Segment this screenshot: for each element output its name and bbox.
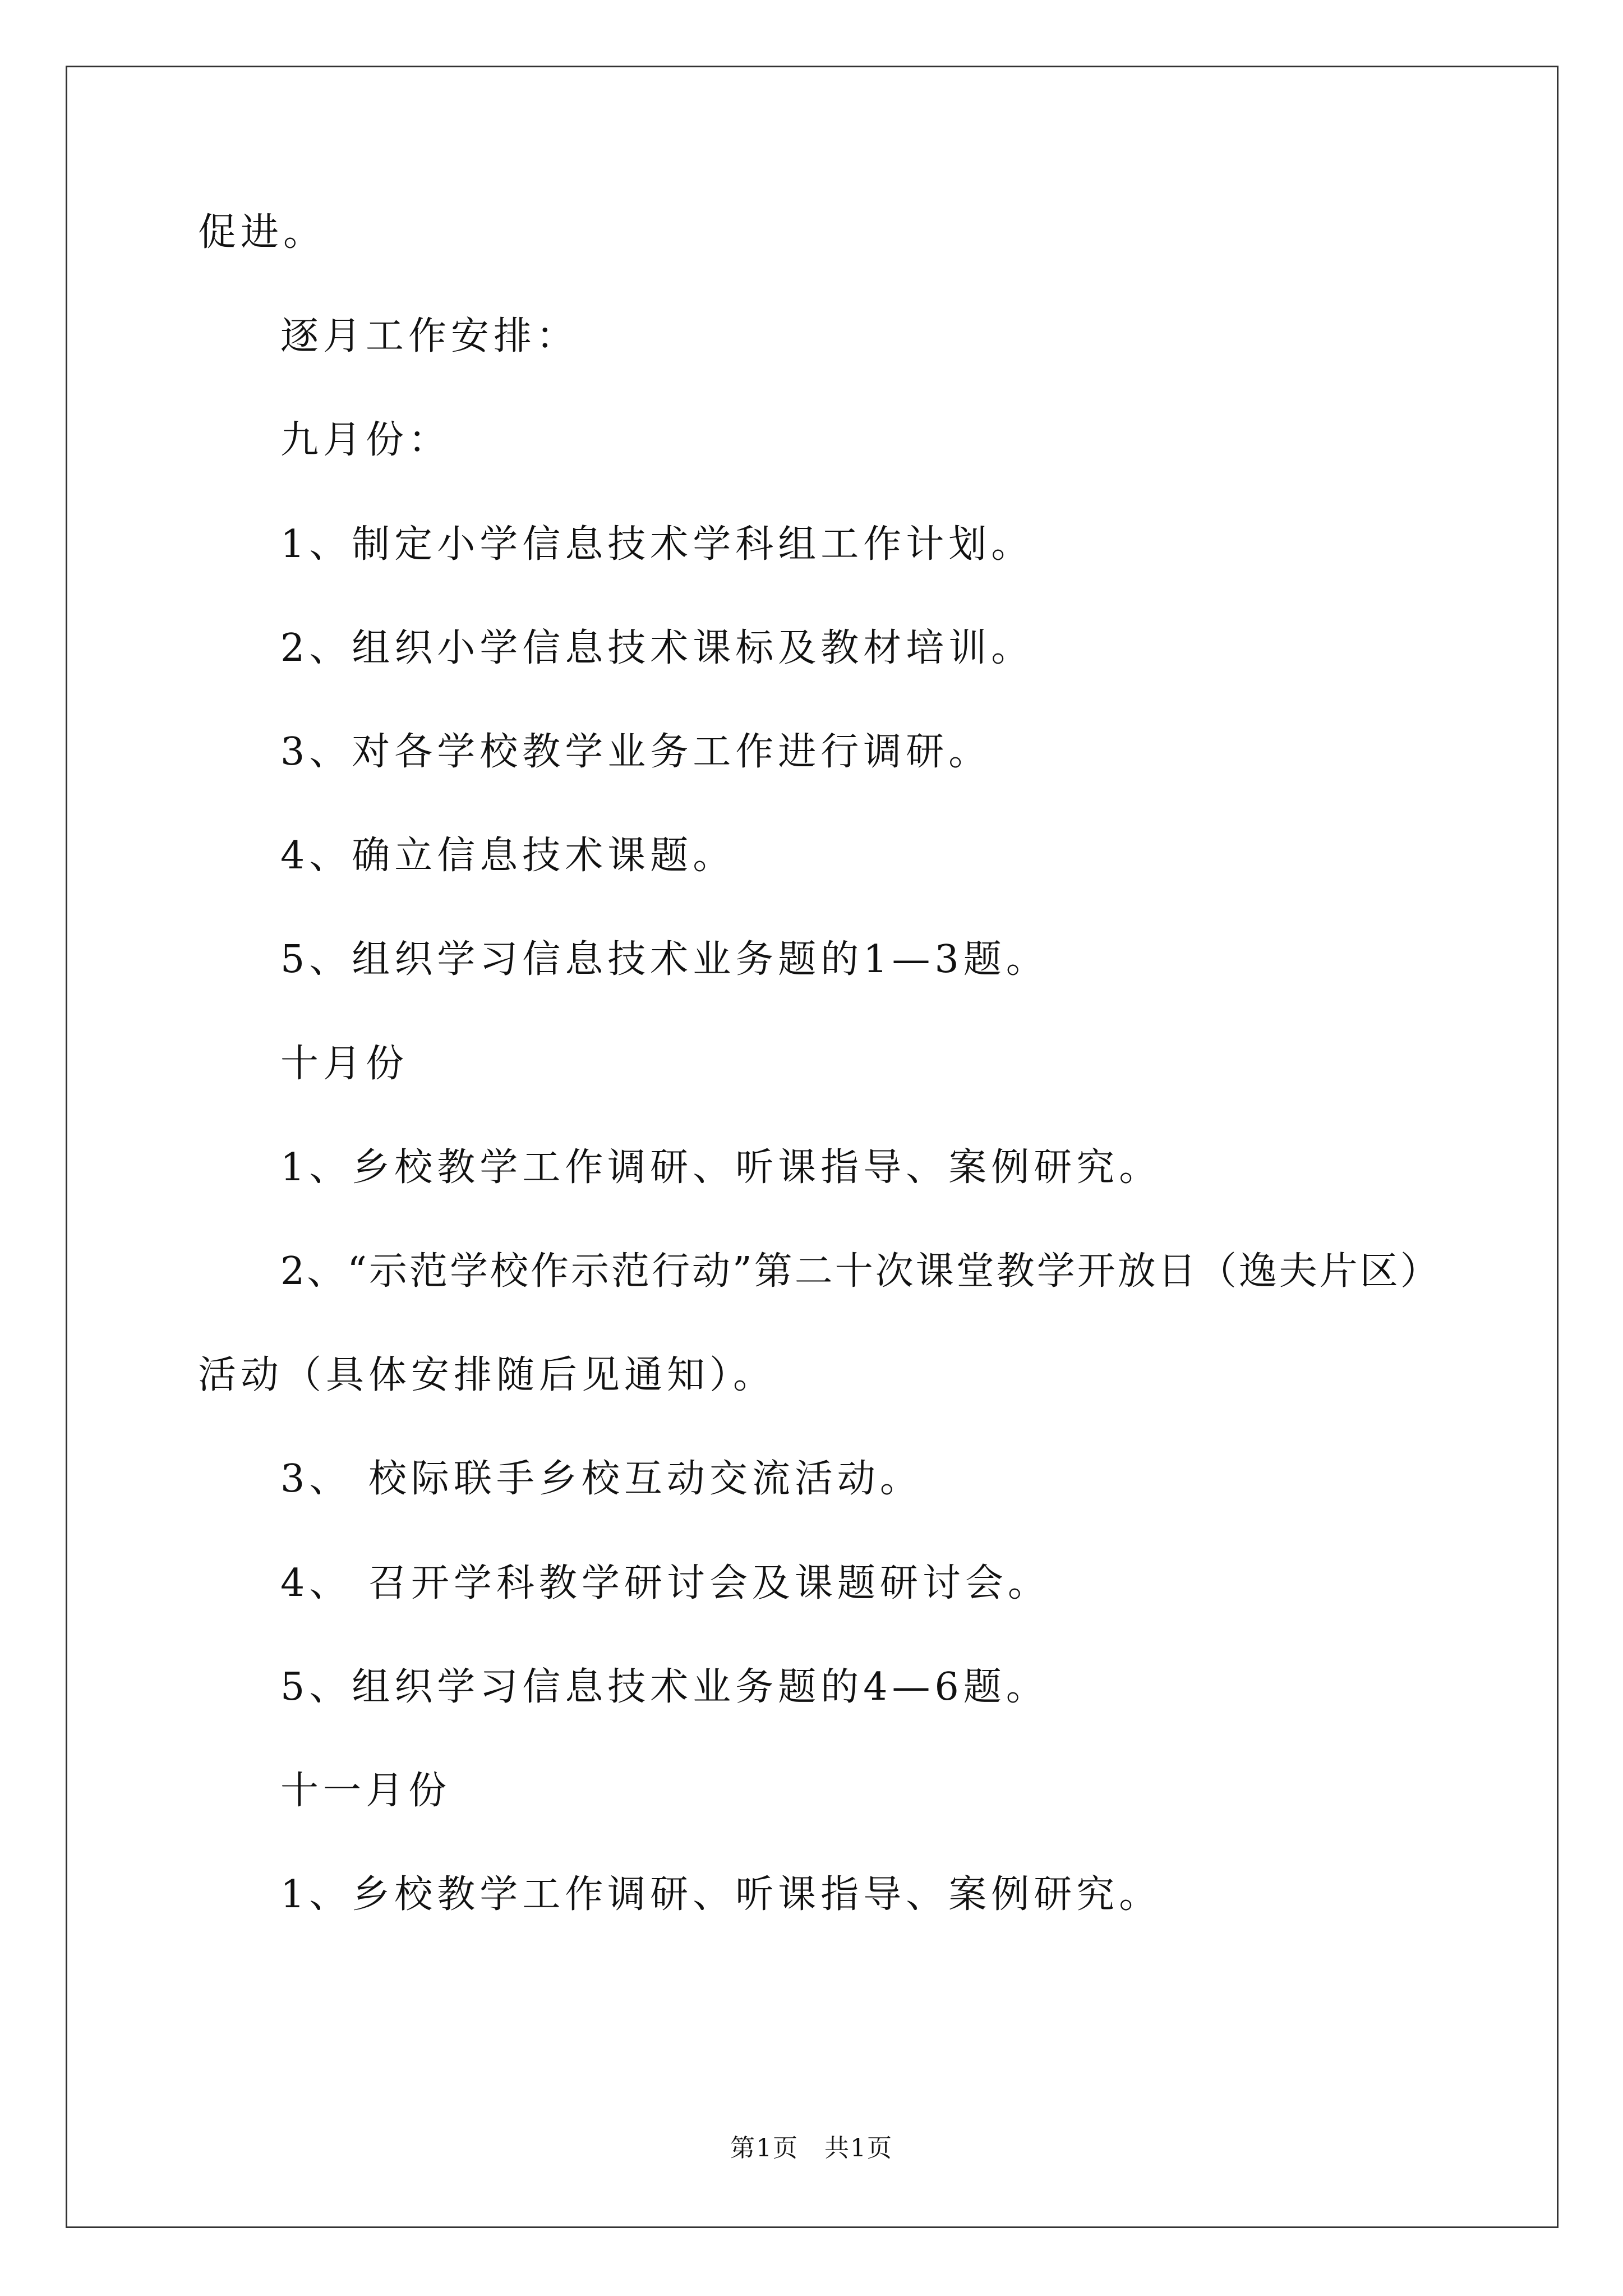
text-line: 4、 召开学科教学研讨会及课题研讨会。: [280, 1561, 1050, 1605]
text-line: 1、制定小学信息技术学科组工作计划。: [280, 522, 1034, 567]
text-line: 3、 校际联手乡校互动交流活动。: [280, 1457, 923, 1501]
text-line: 4、确立信息技术课题。: [280, 834, 736, 878]
text-line: 十一月份: [280, 1769, 451, 1813]
text-line: 九月份：: [280, 418, 451, 462]
text-line: 2、组织小学信息技术课标及教材培训。: [280, 626, 1034, 670]
text-line: 逐月工作安排：: [280, 314, 579, 358]
text-line: 促进。: [198, 210, 326, 255]
text-line: 5、组织学习信息技术业务题的4—6题。: [280, 1665, 1049, 1709]
text-line: 3、对各学校教学业务工作进行调研。: [280, 730, 992, 774]
text-line: 十月份: [280, 1042, 409, 1086]
text-line: 5、组织学习信息技术业务题的1—3题。: [280, 937, 1049, 982]
text-line: 2、“示范学校作示范行动”第二十次课堂教学开放日（逸夫片区）: [280, 1249, 1441, 1294]
text-line: 1、乡校教学工作调研、听课指导、案例研究。: [280, 1872, 1162, 1917]
text-line: 1、乡校教学工作调研、听课指导、案例研究。: [280, 1145, 1162, 1190]
page-number-footer: 第1页 共1页: [730, 2134, 893, 2162]
text-line: 活动（具体安排随后见通知）。: [198, 1353, 776, 1397]
